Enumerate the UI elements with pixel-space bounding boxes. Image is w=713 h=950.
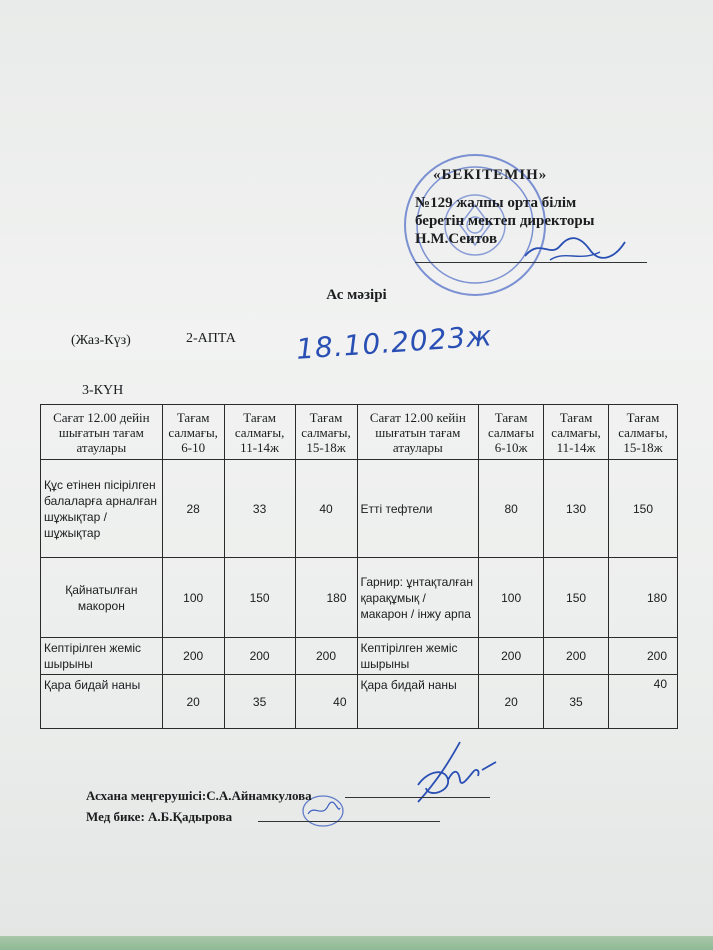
table-cell: 130 xyxy=(544,460,609,558)
approval-position: беретін мектеп директоры xyxy=(415,213,595,229)
table-header: Тағам салмағы, 15-18ж xyxy=(295,405,357,460)
table-cell: 200 xyxy=(295,638,357,675)
table-cell: 200 xyxy=(224,638,295,675)
table-cell: Кептірілген жеміс шырыны xyxy=(357,638,479,675)
season-label: (Жаз-Күз) xyxy=(71,333,131,348)
table-cell: 180 xyxy=(295,558,357,638)
table-header: Тағам салмағы 6-10ж xyxy=(479,405,544,460)
table-header: Тағам салмағы, 6-10 xyxy=(162,405,224,460)
handwritten-date: 18.10.2023ж xyxy=(295,319,494,366)
approval-heading: «БЕКІТЕМІН» xyxy=(433,167,548,183)
approval-director: Н.М.Сеитов xyxy=(415,231,498,247)
table-cell: 200 xyxy=(544,638,609,675)
table-row xyxy=(41,675,678,729)
table-cell: 180 xyxy=(609,558,678,638)
table-cell: Қара бидай наны xyxy=(357,675,479,729)
table-cell: 40 xyxy=(609,675,678,729)
table-row xyxy=(41,460,678,558)
table-cell: 150 xyxy=(609,460,678,558)
table-cell: 150 xyxy=(224,558,295,638)
nurse-line: Мед бике: А.Б.Қадырова xyxy=(86,809,233,824)
director-signature xyxy=(520,228,630,268)
table-cell: 40 xyxy=(295,460,357,558)
table-cell: 100 xyxy=(479,558,544,638)
week-label: 2-АПТА xyxy=(186,331,236,346)
table-cell: Қайнатылған макорон xyxy=(41,558,163,638)
table-cell: 20 xyxy=(162,675,224,729)
table-header: Тағам салмағы, 11-14ж xyxy=(544,405,609,460)
table-cell: 28 xyxy=(162,460,224,558)
table-header: Тағам салмағы, 15-18ж xyxy=(609,405,678,460)
table-cell: Қара бидай наны xyxy=(41,675,163,729)
approval-school: №129 жалпы орта білім xyxy=(415,195,577,211)
table-cell: 35 xyxy=(224,675,295,729)
table-header: Сағат 12.00 дейін шығатын тағам атаулары xyxy=(41,405,163,460)
table-cell: 35 xyxy=(544,675,609,729)
table-cell: Гарнир: ұнтақталған қарақұмық / макарон / інжу арпа xyxy=(357,558,479,638)
table-cell: 200 xyxy=(162,638,224,675)
table-header-row xyxy=(41,405,678,460)
table-cell: 150 xyxy=(544,558,609,638)
table-row xyxy=(41,558,678,638)
table-cell: Кептірілген жеміс шырыны xyxy=(41,638,163,675)
day-label: 3-КҮН xyxy=(82,383,124,398)
table-cell: 80 xyxy=(479,460,544,558)
table-cell: 40 xyxy=(295,675,357,729)
table-cell: 20 xyxy=(479,675,544,729)
cook-signature-line xyxy=(345,797,490,798)
nurse-signature-line xyxy=(258,821,440,822)
table-cell: 33 xyxy=(224,460,295,558)
menu-table xyxy=(40,404,678,729)
table-header: Сағат 12.00 кейін шығатын тағам атаулары xyxy=(357,405,479,460)
table-cell: Етті тефтели xyxy=(357,460,479,558)
table-row xyxy=(41,638,678,675)
table-header: Тағам салмағы, 11-14ж xyxy=(224,405,295,460)
page-title: Ас мәзірі xyxy=(326,287,387,303)
background-strip xyxy=(0,936,713,950)
table-cell: 100 xyxy=(162,558,224,638)
cook-signature xyxy=(398,740,498,812)
table-cell: 200 xyxy=(609,638,678,675)
table-cell: 200 xyxy=(479,638,544,675)
cook-manager-line: Асхана меңгерушісі:С.А.Айнамкулова xyxy=(86,788,312,803)
table-cell: Құс етінен пісірілген балаларға арналған шұжықтар / шұжықтар xyxy=(41,460,163,558)
